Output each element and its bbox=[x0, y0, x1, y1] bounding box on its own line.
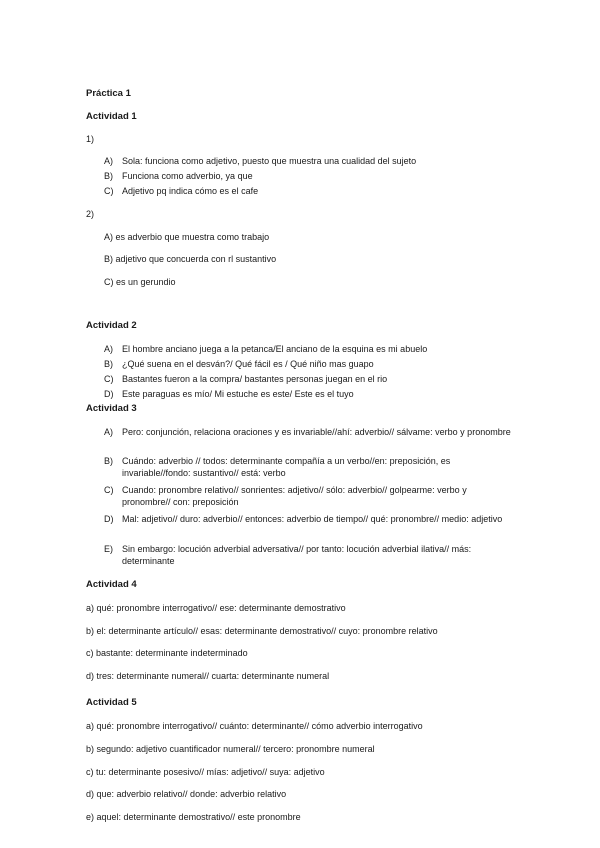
list-text: Pero: conjunción, relaciona oraciones y es invariable//ahí: adverbio// sálvame: verbo y pronombre bbox=[122, 427, 511, 437]
list-item bbox=[104, 358, 524, 370]
answer-line: A) es adverbio que muestra como trabajo bbox=[104, 232, 270, 242]
list-item bbox=[104, 185, 524, 197]
answer-line: e) aquel: determinante demostrativo// este pronombre bbox=[86, 812, 301, 822]
list-marker: C) bbox=[104, 374, 114, 384]
list-marker: C) bbox=[104, 186, 114, 196]
list-text: Cuando: pronombre relativo// sonrientes: adjetivo// sólo: adverbio// golpearme: verbo y pronombre// con: preposición bbox=[122, 485, 467, 507]
answer-line: d) tres: determinante numeral// cuarta: determinante numeral bbox=[86, 671, 330, 681]
list-marker: D) bbox=[104, 514, 114, 524]
answer-line: B) adjetivo que concuerda con rl sustantivo bbox=[104, 254, 277, 264]
list-item bbox=[104, 484, 514, 508]
list-marker: B) bbox=[104, 456, 113, 466]
answer-line: C) es un gerundio bbox=[104, 277, 176, 287]
question-2-label: 2) bbox=[86, 209, 95, 219]
list-text: Funciona como adverbio, ya que bbox=[122, 171, 253, 181]
answer-line: c) bastante: determinante indeterminado bbox=[86, 648, 248, 658]
answer-line: b) el: determinante artículo// esas: determinante demostrativo// cuyo: pronombre relativo bbox=[86, 626, 438, 636]
activity-1-heading: Actividad 1 bbox=[86, 111, 137, 122]
answer-line: b) segundo: adjetivo cuantificador numeral// tercero: pronombre numeral bbox=[86, 744, 375, 754]
list-text: Sin embargo: locución adverbial adversativa// por tanto: locución adverbial ilativa// más: determinante bbox=[122, 544, 472, 566]
list-text: Bastantes fueron a la compra/ bastantes personas juegan en el rio bbox=[122, 374, 388, 384]
list-item bbox=[104, 155, 524, 167]
list-item bbox=[104, 543, 514, 567]
list-item bbox=[104, 455, 514, 479]
list-text: Adjetivo pq indica cómo es el cafe bbox=[122, 186, 259, 196]
list-marker: A) bbox=[104, 427, 113, 437]
list-item bbox=[104, 388, 524, 400]
list-marker: C) bbox=[104, 485, 114, 495]
list-text: Este paraguas es mío/ Mi estuche es este/ Este es el tuyo bbox=[122, 389, 354, 399]
answer-line: a) qué: pronombre interrogativo// cuánto: determinante// cómo adverbio interrogativo bbox=[86, 721, 423, 731]
list-marker: A) bbox=[104, 344, 113, 354]
list-marker: A) bbox=[104, 156, 113, 166]
list-text: Cuándo: adverbio // todos: determinante compañía a un verbo//en: preposición, es invariable//fondo: sustantivo// está: verbo bbox=[122, 456, 451, 478]
list-text: ¿Qué suena en el desván?/ Qué fácil es / Qué niño mas guapo bbox=[122, 359, 374, 369]
list-marker: E) bbox=[104, 544, 113, 554]
list-item bbox=[104, 343, 524, 355]
list-item bbox=[104, 373, 524, 385]
question-1-label: 1) bbox=[86, 134, 95, 144]
list-text: Sola: funciona como adjetivo, puesto que muestra una cualidad del sujeto bbox=[122, 156, 417, 166]
list-text: El hombre anciano juega a la petanca/El anciano de la esquina es mi abuelo bbox=[122, 344, 428, 354]
list-item bbox=[104, 513, 514, 525]
list-text: Mal: adjetivo// duro: adverbio// entonces: adverbio de tiempo// qué: pronombre// medio: adjetivo bbox=[122, 514, 503, 524]
answer-line: a) qué: pronombre interrogativo// ese: determinante demostrativo bbox=[86, 603, 346, 613]
list-item bbox=[104, 170, 524, 182]
activity-4-heading: Actividad 4 bbox=[86, 579, 137, 590]
activity-2-heading: Actividad 2 bbox=[86, 320, 137, 331]
list-item bbox=[104, 426, 514, 438]
answer-line: d) que: adverbio relativo// donde: adverbio relativo bbox=[86, 789, 287, 799]
answer-line: c) tu: determinante posesivo// mías: adjetivo// suya: adjetivo bbox=[86, 767, 325, 777]
list-marker: B) bbox=[104, 359, 113, 369]
list-marker: D) bbox=[104, 389, 114, 399]
activity-5-heading: Actividad 5 bbox=[86, 697, 137, 708]
page-title: Práctica 1 bbox=[86, 88, 131, 99]
list-marker: B) bbox=[104, 171, 113, 181]
activity-3-heading: Actividad 3 bbox=[86, 403, 137, 414]
